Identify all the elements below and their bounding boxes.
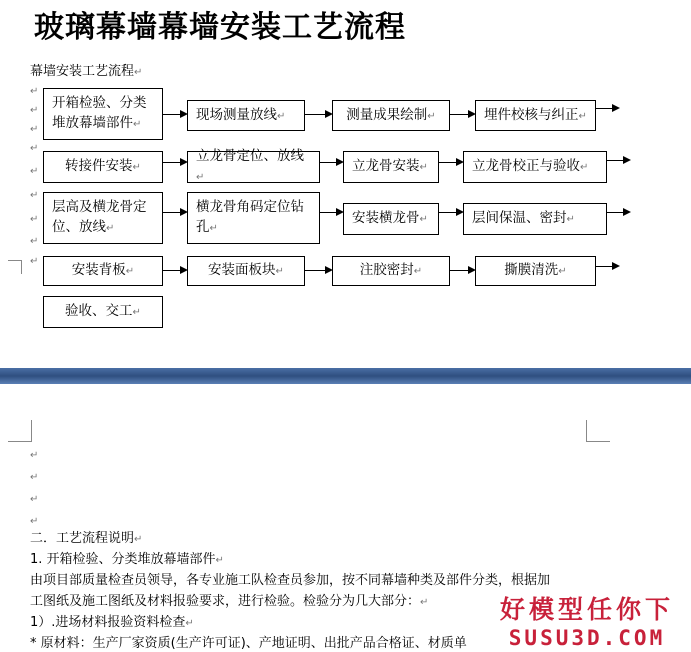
flow-step-mullion-position: 立龙骨定位、放线↵: [187, 151, 320, 183]
section-title: 二．工艺流程说明↵: [30, 531, 143, 546]
flow-arrow: [607, 160, 629, 161]
flow-arrow: [163, 212, 186, 213]
document-title: 玻璃幕墙幕墙安装工艺流程: [34, 10, 406, 45]
page-corner-marker: [8, 260, 22, 274]
sub-item-title: 1）.进场材料报验资料检查↵: [30, 615, 194, 630]
paragraph-mark: ↵: [30, 494, 39, 505]
flow-step-mullion-acceptance: 立龙骨校正与验收↵: [463, 151, 607, 183]
paragraph-mark: ↵: [30, 86, 39, 97]
flow-step-mullion-install: 立龙骨安装↵: [343, 151, 439, 183]
flow-arrow: [439, 212, 462, 213]
paragraph-line: 工图纸及施工图纸及材料报验要求，进行检验。检验分为几大部分：↵: [30, 594, 429, 609]
paragraph-mark: ↵: [30, 214, 39, 225]
flow-arrow: [450, 114, 474, 115]
flow-step-panel-install: 安装面板块↵: [187, 256, 305, 286]
flow-arrow: [163, 114, 186, 115]
paragraph-mark: ↵: [30, 516, 39, 527]
flow-arrow: [320, 212, 342, 213]
paragraph-mark: ↵: [30, 166, 39, 177]
page-corner-marker: [8, 420, 32, 442]
flow-arrow: [163, 162, 186, 163]
page-separator: [0, 368, 691, 384]
flow-step-survey-drawing: 测量成果绘制↵: [332, 100, 450, 131]
flow-arrow: [305, 114, 331, 115]
paragraph-mark: ↵: [30, 143, 39, 154]
paragraph-line: 由项目部质量检查员领导，各专业施工队检查员参加，按不同幕墙种类及部件分类，根据加: [30, 573, 551, 588]
bullet-line: * 原材料：生产厂家资质(生产许可证)、产地证明、出批产品合格证、材质单: [30, 636, 467, 651]
flow-arrow: [596, 108, 618, 109]
flow-step-unpack-inspect: 开箱检验、分类堆放幕墙部件↵: [43, 88, 163, 140]
paragraph-mark: ↵: [30, 105, 39, 116]
flow-step-site-survey: 现场测量放线↵: [187, 100, 305, 131]
flow-arrow: [305, 270, 331, 271]
paragraph-mark: ↵: [30, 124, 39, 135]
flow-step-film-cleaning: 撕膜清洗↵: [475, 256, 596, 286]
flow-heading: 幕墙安装工艺流程↵: [30, 64, 143, 79]
flow-step-final-acceptance: 验收、交工↵: [43, 296, 163, 328]
flow-arrow: [607, 212, 629, 213]
flow-step-insulation-seal: 层间保温、密封↵: [463, 203, 607, 235]
flow-step-transom-bracket-drill: 横龙骨角码定位钻孔↵: [187, 192, 320, 244]
flow-step-sealant: 注胶密封↵: [332, 256, 450, 286]
flow-step-connector-install: 转接件安装↵: [43, 151, 163, 183]
flow-arrow: [450, 270, 474, 271]
paragraph-mark: ↵: [30, 256, 39, 267]
watermark-line-2: SUSU3D.COM: [508, 626, 666, 650]
watermark-line-1: 好模型任你下: [499, 595, 674, 624]
flow-arrow: [320, 162, 342, 163]
flow-step-transom-install: 安装横龙骨↵: [343, 203, 439, 235]
item-1-title: 1. 开箱检验、分类堆放幕墙部件↵: [30, 552, 224, 567]
flow-step-embed-check: 埋件校核与纠正↵: [475, 100, 596, 131]
paragraph-mark: ↵: [30, 472, 39, 483]
site-watermark: [487, 590, 687, 650]
page-corner-marker: [586, 420, 610, 442]
flow-arrow: [163, 270, 186, 271]
flow-step-transom-position: 层高及横龙骨定位、放线↵: [43, 192, 163, 244]
paragraph-mark: ↵: [30, 450, 39, 461]
paragraph-mark: ↵: [30, 190, 39, 201]
flow-arrow: [439, 162, 462, 163]
flow-arrow: [596, 266, 618, 267]
flow-step-backplate-install: 安装背板↵: [43, 256, 163, 286]
paragraph-mark: ↵: [30, 236, 39, 247]
